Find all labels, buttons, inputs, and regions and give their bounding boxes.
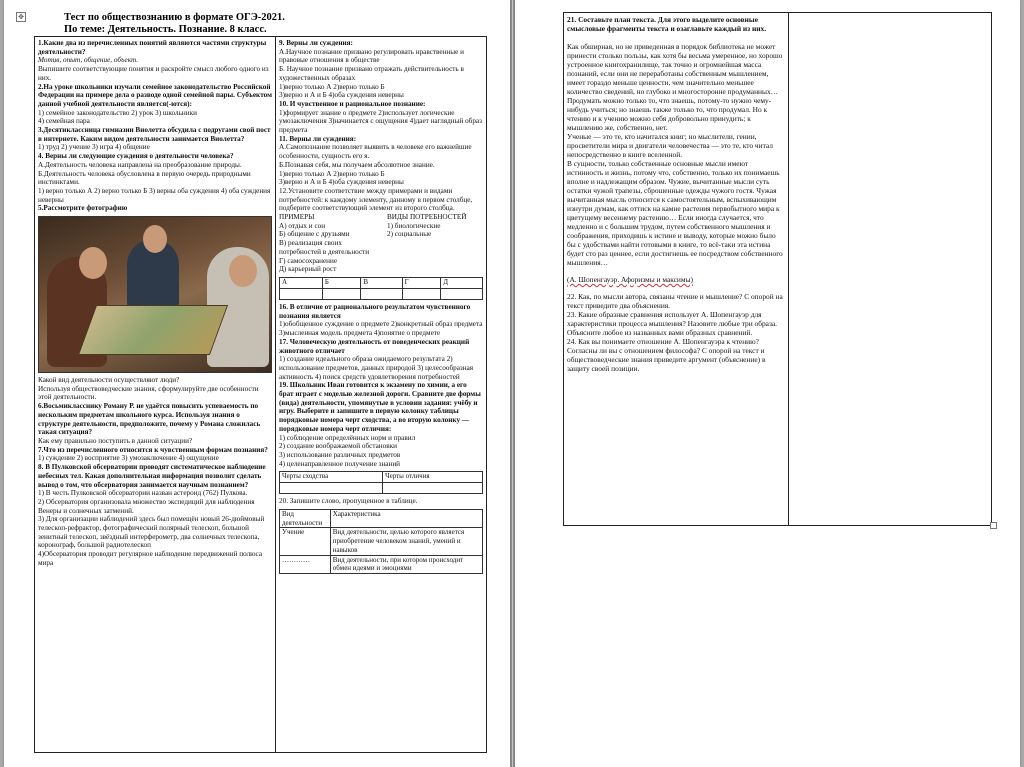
- answer-column[interactable]: [789, 13, 991, 525]
- example-a: А) отдых и сон: [279, 221, 326, 230]
- q12-text: 12.Установите соответствие между примерами и видами потребностей: к каждому элементу, данному в первом столбце, подберите соответствующий элемент из второго столбца.: [279, 186, 473, 213]
- grid-answer-cell[interactable]: [280, 288, 323, 299]
- q23-text: 23. Какие образные сравнения использует А. Шопенгауэр для характеристики процесса мышления? Назовите любые три образа. Объясните любое из названных вами образных сравнений.: [567, 310, 778, 337]
- photo-head-right: [229, 255, 257, 287]
- q11-options-1: 1)верно только А 2)верно только Б: [279, 169, 385, 178]
- q10-text: 10. И чувственное и рациональное познание:: [279, 99, 426, 108]
- grid-answer-cell[interactable]: [402, 288, 441, 299]
- grid-answer-cell[interactable]: [361, 288, 402, 299]
- q1-terms: Мотив, опыт, общение, объект.: [38, 56, 139, 65]
- example-c: В) реализация своих потребностей в деятельности: [279, 239, 370, 256]
- q5-text: 5.Рассмотрите фотографию: [38, 204, 128, 213]
- q8-text: 8. В Пулковской обсерватории проводят систематическое наблюдение небесных тел. Какая дополнительная информация позволит сделать вывод о том, что обсерватория занимается научным познанием?: [38, 463, 266, 489]
- q20-text: 20. Запишите слово, пропущенное в таблице.: [279, 497, 418, 506]
- q6-text: 6.Восьмикласснику Роману Р. не удаётся повысить успеваемость по нескольким предметам школьного курса. Используя знания о структуре деятельности, предположите, почему у Романа сложилась такая ситуация?: [38, 402, 261, 437]
- q19-option-3: 3) использование различных предметов: [279, 450, 401, 459]
- grid-letter-e: Д: [441, 277, 483, 288]
- grid-answer-cell[interactable]: [441, 288, 483, 299]
- q20-row2-blank[interactable]: …………: [280, 555, 331, 573]
- grid-letter-a: А: [280, 277, 323, 288]
- q3-options: 1) труд 2) учение 3) игра 4) общение: [38, 143, 150, 152]
- similar-heading: Черты сходства: [280, 472, 383, 483]
- q11-statement-b: Б.Познавая себя, мы получаем абсолютное знание.: [279, 160, 435, 169]
- document-header: [64, 12, 285, 36]
- photo-game-board: [78, 305, 228, 355]
- q9-statement-b: Б. Научное познание призвано отражать действительность в художественных образах: [279, 65, 464, 82]
- similar-cell[interactable]: [280, 483, 383, 494]
- q19-option-1: 1) соблюдение определённых норм и правил: [279, 433, 416, 442]
- text-paragraph-1: Как обширная, но не приведенная в порядок библиотека не может принести столько пользы, как хотя бы весьма умеренное, но хорошо устроенное книгохранилище, так точно и огромнейшая масса познаний, если они не переработаны собственным мышлением, имеет гораздо меньше ценности, чем значительно меньшее количество сведений, но глубоко и многосторонне продуманных… Продумать можно только то, что знаешь, потому-то нужно чему-нибудь учиться; но знаешь также только то, что продумал. Но к чтению и к учению можно себя добровольно принудить; к мышлению же, собственно, нет.: [567, 42, 783, 132]
- table-resize-handle-icon[interactable]: [990, 522, 997, 529]
- q5-question: Какой вид деятельности осуществляют люди?: [38, 376, 180, 385]
- needs-list: [387, 213, 483, 274]
- q9-options-2: 3)верно и А и Б 4)оба суждения неверны: [279, 91, 404, 100]
- differences-heading: Черты отличия: [383, 472, 483, 483]
- q4-statement-b: Б.Деятельность человека обусловлена в первую очередь природными инстинктами.: [38, 169, 251, 187]
- q24-text: 24. Как вы понимаете отношение А. Шопенгауэра к чтению? Согласны ли вы с отношением философа? С опорой на текст и обществоведческие знания приведите аргумент (объяснение) в защиту своей позиции.: [567, 337, 766, 373]
- q8-option-2: 2) Обсерватория организовала множество экспедиций для наблюдения Венеры и солнечных затмений.: [38, 497, 255, 515]
- q10-options: 1)формирует знание о предмете 2)использует логические умозаключения 3)начинается с ощущения 4)дает наглядный образ предмета: [279, 108, 482, 135]
- q8-option-3: 3) Для организации наблюдений здесь был помещён новый 26-дюймовый телескоп-рефрактор, фотографический полярный телескоп, большой зенитный телескоп, звёздный интерферометр, два солнечных телескопа, коронограф, большой радиотелескоп: [38, 515, 265, 550]
- q8-option-1: 1) В честь Пулковской обсерватории назван астероид (762) Пулкова.: [38, 489, 248, 498]
- need-1: 1) биологические: [387, 221, 441, 230]
- needs-heading: ВИДЫ ПОТРЕБНОСТЕЙ: [387, 213, 467, 222]
- q6-question: Как ему правильно поступить в данной ситуации?: [38, 436, 193, 445]
- q22-text: 22. Как, по мысли автора, связаны чтение и мышление? С опорой на текст приведите два объяснения.: [567, 292, 783, 310]
- test-title: Тест по обществознанию в формате ОГЭ-2021.: [64, 12, 285, 23]
- q7-options: 1) суждение 2) восприятие 3) умозаключение 4) ощущение: [38, 454, 219, 463]
- q4-statement-a: А.Деятельность человека направлена на преобразование природы.: [38, 160, 242, 169]
- photo-head-left: [79, 247, 107, 279]
- example-e: Д) карьерный рост: [279, 265, 337, 274]
- left-column: [35, 37, 276, 752]
- grid-answer-cell[interactable]: [322, 288, 361, 299]
- text-table: [563, 12, 992, 526]
- grid-letter-b: Б: [322, 277, 361, 288]
- q17-text: 17. Человеческую деятельность от поведенческих реакций животного отличает: [279, 337, 470, 355]
- q16-text: 16. В отличие от рационального результатом чувственного познания является: [279, 302, 471, 320]
- q19-text: 19. Школьник Иван готовится к экзамену по химии, а его брат играет с моделью железной дороги. Сравните две формы (вида) деятельности, упомянутые в условии задания: учёбу и игру. Выберите и запишите в первую колонку таблицы порядковые номера черт сходства, а во вторую колонку — порядковые номера черт отличия:: [279, 381, 481, 433]
- q20-row1-activity: Учение: [280, 528, 331, 555]
- q8-option-4: 4)Обсерватория проводит регулярное наблюдение передвижений полюса мира: [38, 550, 263, 567]
- document-page-2: [515, 0, 1020, 767]
- q2-text: 2.На уроке школьники изучали семейное законодательство Российской Федерации на примере дела о разводе одной семейной пары. Субъектом данной учебной деятельности является(-ются):: [38, 82, 272, 108]
- table-move-handle-icon[interactable]: ✥: [16, 12, 26, 22]
- example-b: Б) общение с друзьями: [279, 230, 350, 239]
- q7-text: 7.Что из перечисленного относится к чувственным формам познания?: [38, 445, 268, 454]
- q11-text: 11. Верны ли суждения:: [279, 134, 357, 143]
- q1-text: 1.Какие два из перечисленных понятий являются частями структуры деятельности?: [38, 39, 267, 56]
- grid-letter-c: В: [361, 277, 402, 288]
- q5-task: Используя обществоведческие знания, сформулируйте две особенности этой деятельности.: [38, 384, 259, 402]
- differences-cell[interactable]: [383, 483, 483, 494]
- q11-options-2: 3)верно и А и Б 4)оба суждения неверны: [279, 178, 404, 187]
- q20-row2-characteristic: Вид деятельности, при котором происходит обмен идеями и эмоциями: [330, 555, 482, 573]
- q17-options: 1) создание идеального образа ожидаемого результата 2) использование предметов, данных природой 3) целесообразная активность 4) поиск средств удовлетворения потребностей: [279, 355, 474, 381]
- q1-task: Выпишите соответствующие понятия и раскройте смысл любого одного из них.: [38, 65, 269, 82]
- q9-statement-a: А.Научное познание призвано регулировать нравственные и правовые отношения в обществе: [279, 47, 464, 65]
- examples-list: [279, 213, 375, 274]
- text-source: (А. Шопенгауэр. Афоризмы и максимы): [567, 275, 693, 284]
- q2-option-4: 4) семейная пара: [38, 117, 90, 126]
- text-paragraph-2: Ученые — это те, кто начитался книг; но мыслители, гении, просветители мира и двигатели человечества — это те, кто читал непосредственно в книге вселенной.: [567, 132, 773, 159]
- q19-option-2: 2) создание воображаемой обстановки: [279, 442, 397, 451]
- q19-option-4: 4) целенаправленное получение знаний: [279, 459, 401, 468]
- q12-columns: [279, 213, 483, 274]
- q11-statement-a: А.Самопознание позволяет выявить в человеке его важнейшие особенности, сущность его я.: [279, 143, 472, 161]
- board-game-photo: [38, 216, 272, 373]
- q19-answer-table: [279, 471, 483, 494]
- document-page-1: [4, 0, 510, 767]
- examples-heading: ПРИМЕРЫ: [279, 213, 315, 222]
- gutter-line: [512, 0, 513, 767]
- q9-text: 9. Верны ли суждения:: [279, 39, 353, 47]
- q20-head-activity: Вид деятельности: [280, 510, 331, 528]
- test-table: [34, 36, 487, 753]
- q21-text: 21. Составьте план текста. Для этого выделите основные смысловые фрагменты текста и озаглавьте каждый из них.: [567, 15, 767, 33]
- q20-row1-characteristic: Вид деятельности, целью которого является приобретение человеком знаний, умений и навыков: [330, 528, 482, 555]
- need-2: 2) социальные: [387, 230, 432, 239]
- example-d: Г) самосохранение: [279, 256, 338, 265]
- q4-options: 1) верно только А 2) верно только Б 3) верны оба суждения 4) оба суждения неверны: [38, 186, 271, 204]
- text-paragraph-3: В сущности, только собственные основные мысли имеют истинность и жизнь, потому что, собственно, только их понимаешь вполне и надлежащим образом. Чужие, вычитанные мысли суть остатки чужой трапезы, сброшенные одежды чужого гостя. Чужая вычитанная мысль относится к самостоятельным, вспыхивающим изнутри думам, как оттиск на камне растения первобытного мира к цветущему весеннему растению… Если иногда случается, что медленно и с большим трудом, путем собственного мышления и соображения, приходишь к истине и выводу, которые можно было бы с удобствами найти готовыми в книге, то всё-таки эта истина будет сто раз ценнее, если достигнешь ее посредством собственного мышления…: [567, 159, 783, 267]
- q2-options: 1) семейное законодательство 2) урок 3) школьники: [38, 108, 197, 117]
- text-column: [564, 13, 789, 525]
- q12-answer-grid: [279, 277, 483, 300]
- photo-head-middle: [143, 225, 167, 253]
- test-subtitle: По теме: Деятельность. Познание. 8 класс.: [64, 24, 267, 35]
- q16-options: 1)обобщенное суждение о предмете 2)конкретный образ предмета 3)мысленная модель предмета 4)понятие о предмете: [279, 320, 483, 338]
- q20-table: [279, 509, 483, 574]
- grid-letter-d: Г: [402, 277, 441, 288]
- q3-text: 3.Десятиклассница гимназии Виолетта обсудила с подругами свой пост в интернете. Каким видом деятельности занимается Виолетта?: [38, 126, 271, 143]
- q9-options-1: 1)верно только А 2)верно только Б: [279, 82, 385, 91]
- q20-head-characteristic: Характеристика: [330, 510, 482, 528]
- q4-text: 4. Верны ли следующие суждения о деятельности человека?: [38, 152, 234, 161]
- right-column: [276, 37, 486, 752]
